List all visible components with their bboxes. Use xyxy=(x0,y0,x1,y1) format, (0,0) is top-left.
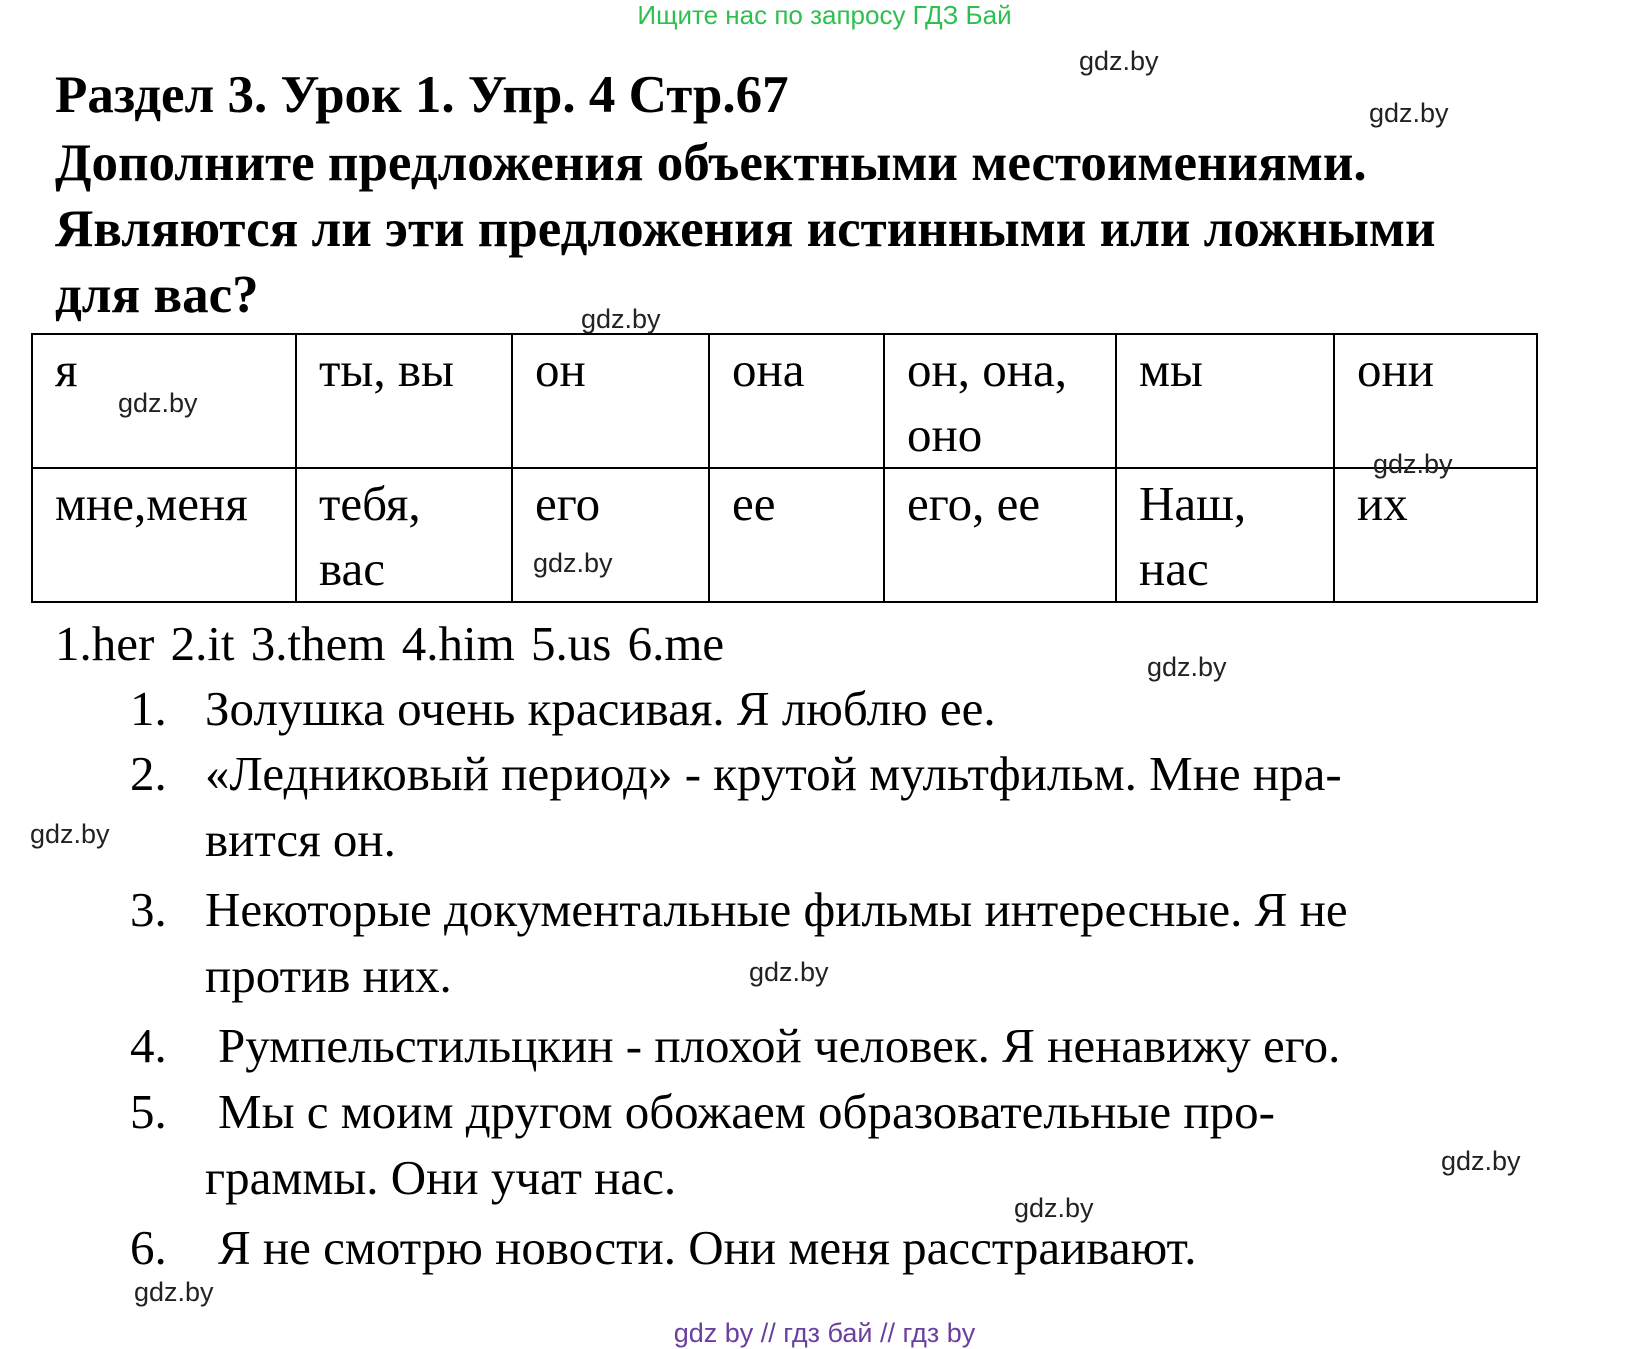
table-cell: их xyxy=(1334,468,1537,602)
table-cell: они xyxy=(1334,334,1537,468)
table-cell: его, ее xyxy=(884,468,1116,602)
object-pronoun-row xyxy=(32,468,1537,602)
page-title: Раздел 3. Урок 1. Упр. 4 Стр.67 xyxy=(55,66,789,124)
watermark: gdz.by xyxy=(134,1277,214,1307)
item-number: 5. xyxy=(130,1084,167,1139)
watermark: gdz.by xyxy=(1014,1193,1094,1223)
table-cell: ты, вы xyxy=(296,334,512,468)
table-cell: я xyxy=(32,334,296,468)
watermark: gdz.by xyxy=(581,304,661,334)
item-text: против них. xyxy=(205,948,452,1003)
table-cell: он, она, оно xyxy=(884,334,1116,468)
item-text: «Ледниковый период» - крутой мультфильм. Мне нра- xyxy=(205,746,1342,801)
table-cell: ее xyxy=(709,468,884,602)
table-cell: его xyxy=(512,468,709,602)
item-text: граммы. Они учат нас. xyxy=(205,1150,677,1205)
item-text: Румпельстильцкин - плохой человек. Я ненавижу его. xyxy=(218,1018,1341,1073)
watermark: gdz.by xyxy=(1441,1146,1521,1176)
item-text: вится он. xyxy=(205,812,396,867)
answer-key: 1.her 2.it 3.them 4.him 5.us 6.me xyxy=(55,616,725,671)
watermark: gdz.by xyxy=(118,388,198,418)
watermark: gdz.by xyxy=(1369,98,1449,128)
table-cell: Наш, нас xyxy=(1116,468,1334,602)
item-text: Мы с моим другом обожаем образовательные про- xyxy=(218,1084,1275,1139)
table-cell: тебя, вас xyxy=(296,468,512,602)
item-text: Некоторые документальные фильмы интересные. Я не xyxy=(205,882,1348,937)
table-cell: он xyxy=(512,334,709,468)
watermark: gdz.by xyxy=(1079,46,1159,76)
table-cell: мне,меня xyxy=(32,468,296,602)
footer-links: gdz by // гдз бай // гдз by xyxy=(673,1318,976,1348)
table-cell: мы xyxy=(1116,334,1334,468)
item-number: 6. xyxy=(130,1220,167,1275)
watermark: gdz.by xyxy=(1373,449,1453,479)
watermark: gdz.by xyxy=(533,548,613,578)
pronoun-table xyxy=(31,333,1538,603)
item-text: Золушка очень красивая. Я люблю ее. xyxy=(205,681,996,736)
watermark: gdz.by xyxy=(1147,652,1227,682)
top-banner: Ищите нас по запросу ГДЗ Бай xyxy=(637,0,1012,30)
item-number: 2. xyxy=(130,746,167,801)
item-number: 1. xyxy=(130,681,167,736)
watermark: gdz.by xyxy=(749,957,829,987)
instruction-line: Являются ли эти предложения истинными или ложными xyxy=(55,200,1436,258)
table-cell: она xyxy=(709,334,884,468)
item-text: Я не смотрю новости. Они меня расстраивают. xyxy=(218,1220,1197,1275)
item-number: 3. xyxy=(130,882,167,937)
instruction-line: Дополните предложения объектными местоимениями. xyxy=(55,134,1367,192)
item-number: 4. xyxy=(130,1018,167,1073)
subject-pronoun-row xyxy=(32,334,1537,468)
watermark: gdz.by xyxy=(30,819,110,849)
instruction-line: для вас? xyxy=(55,266,259,324)
